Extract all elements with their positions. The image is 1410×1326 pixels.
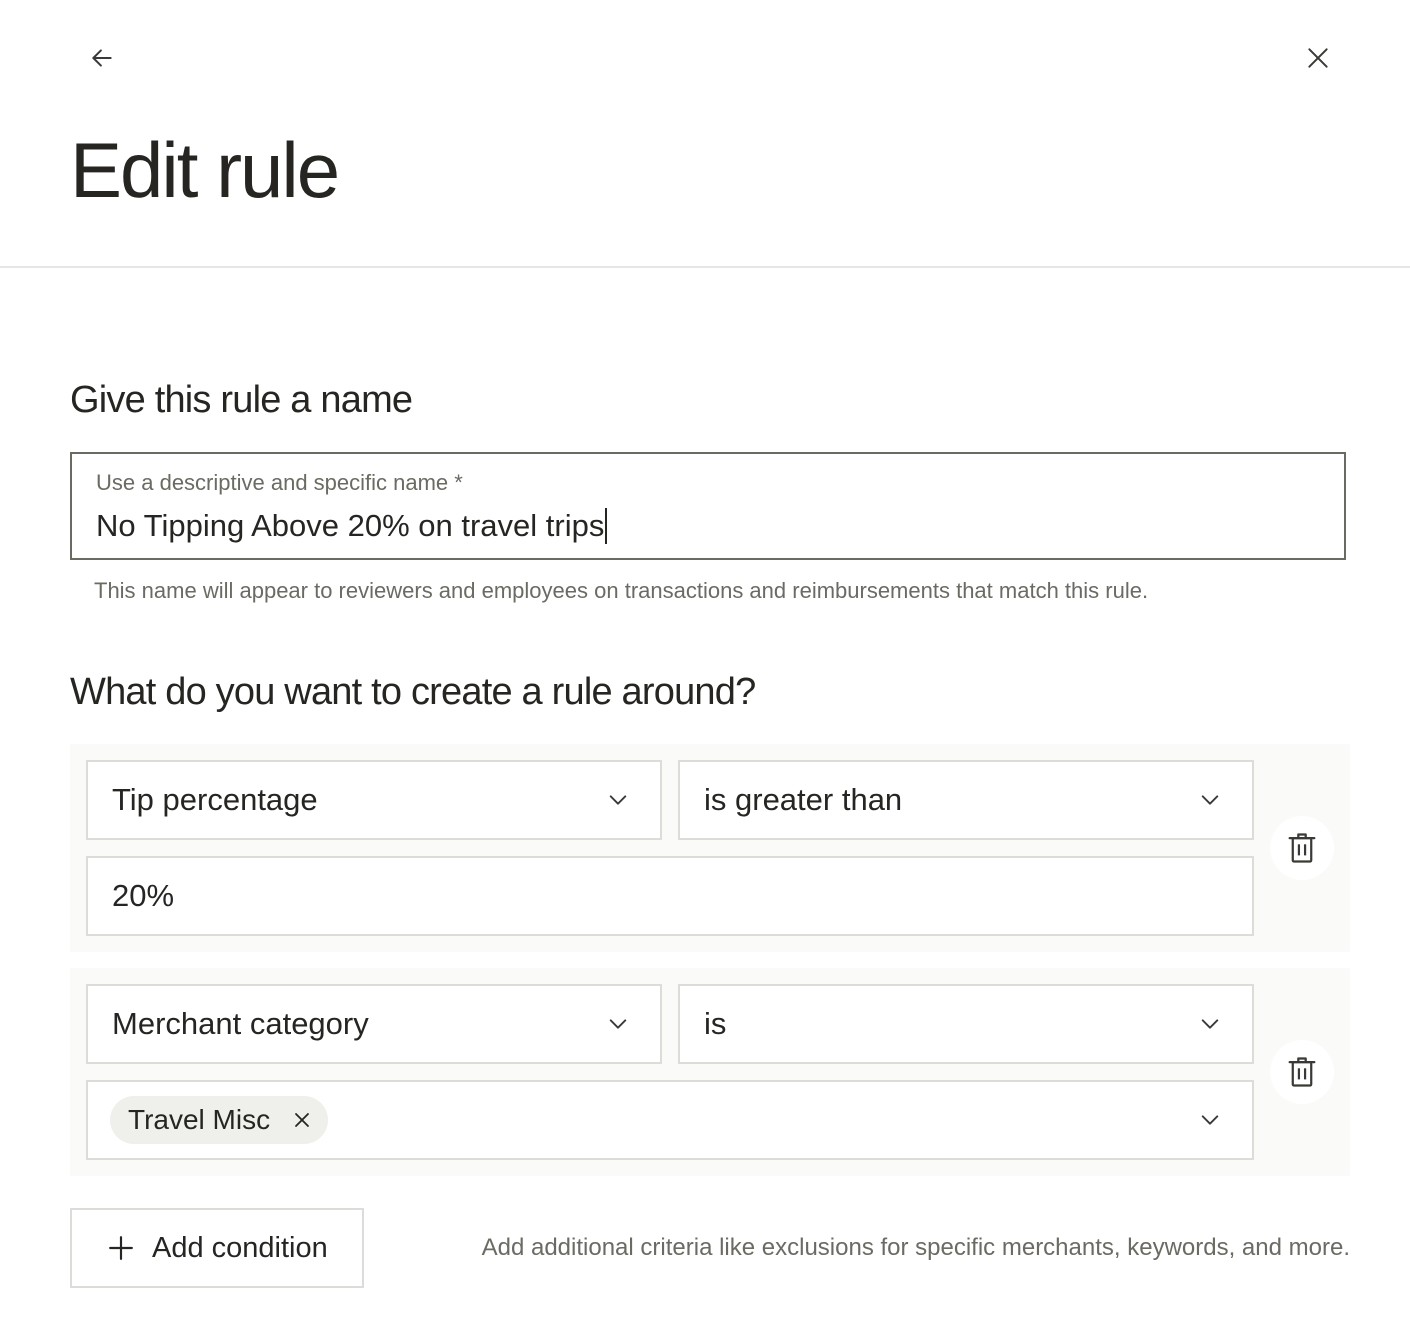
back-button[interactable] <box>80 36 124 80</box>
condition-operator-value: is greater than <box>704 782 903 817</box>
condition-row <box>70 744 1350 952</box>
close-icon <box>1305 45 1331 71</box>
chevron-down-icon <box>1198 1108 1222 1132</box>
chevron-down-icon <box>1198 1012 1222 1036</box>
chevron-down-icon <box>606 788 630 812</box>
rule-name-label: Use a descriptive and specific name * <box>96 470 463 495</box>
rule-name-field[interactable] <box>70 452 1346 560</box>
delete-condition-button[interactable] <box>1270 816 1334 880</box>
selected-chip <box>110 1096 328 1144</box>
trash-icon <box>1287 832 1317 864</box>
condition-field-value: Merchant category <box>112 1006 369 1041</box>
close-icon <box>293 1111 311 1129</box>
condition-operator-select[interactable] <box>678 984 1254 1064</box>
add-condition-hint: Add additional criteria like exclusions for specific merchants, keywords, and more. <box>481 1234 1350 1261</box>
name-section-heading: Give this rule a name <box>70 379 413 421</box>
add-condition-button[interactable] <box>70 1208 364 1288</box>
condition-value-text: 20% <box>112 878 175 913</box>
arrow-left-icon <box>89 45 115 71</box>
condition-field-select[interactable] <box>86 760 662 840</box>
condition-row <box>70 968 1350 1176</box>
condition-value-input[interactable] <box>86 856 1254 936</box>
chip-label: Travel Misc <box>128 1104 271 1135</box>
add-condition-label: Add condition <box>152 1231 328 1264</box>
condition-field-value: Tip percentage <box>112 782 318 817</box>
delete-condition-button[interactable] <box>1270 1040 1334 1104</box>
remove-chip-button[interactable] <box>290 1108 314 1132</box>
rule-section-heading: What do you want to create a rule around? <box>70 671 756 713</box>
plus-icon <box>108 1235 134 1261</box>
condition-field-select[interactable] <box>86 984 662 1064</box>
rule-name-input[interactable]: No Tipping Above 20% on travel trips <box>96 508 607 544</box>
trash-icon <box>1287 1056 1317 1088</box>
chevron-down-icon <box>1198 788 1222 812</box>
condition-operator-select[interactable] <box>678 760 1254 840</box>
condition-operator-value: is <box>704 1006 727 1041</box>
close-button[interactable] <box>1296 36 1340 80</box>
rule-name-helper-text: This name will appear to reviewers and employees on transactions and reimbursements that match this rule. <box>94 578 1149 603</box>
page-title: Edit rule <box>70 126 339 214</box>
merchant-category-multiselect[interactable] <box>86 1080 1254 1160</box>
header-divider <box>0 266 1410 268</box>
chevron-down-icon <box>606 1012 630 1036</box>
